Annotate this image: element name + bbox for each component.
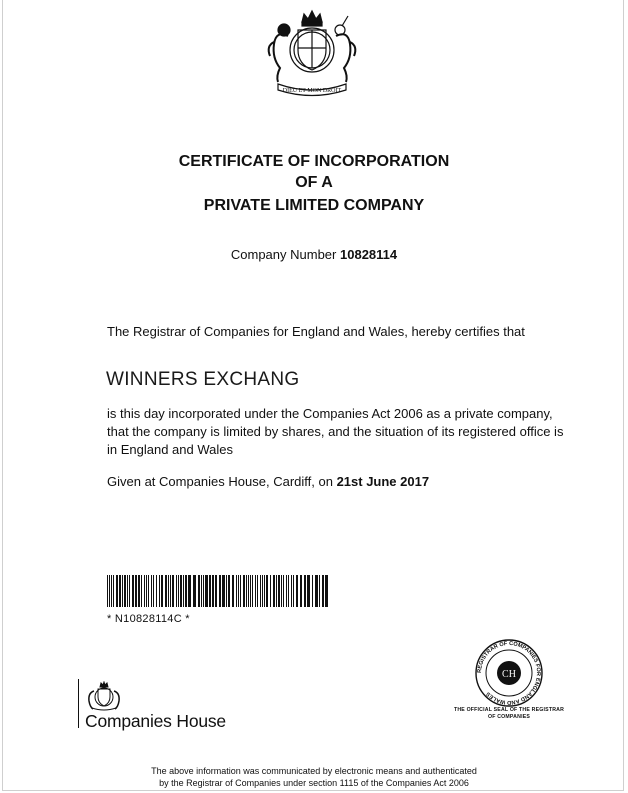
barcode-bar	[144, 575, 145, 607]
barcode-bar	[205, 575, 208, 607]
barcode-bar	[107, 575, 108, 607]
barcode-bar	[262, 575, 263, 607]
barcode-bar	[135, 575, 137, 607]
barcode-bar	[307, 575, 310, 607]
barcode-bar	[250, 575, 251, 607]
certificate-title: OF A	[295, 174, 333, 191]
barcode-bar	[116, 575, 118, 607]
royal-crest-icon	[84, 681, 124, 711]
registrar-statement: The Registrar of Companies for England and Wales, hereby certifies that	[107, 324, 525, 339]
barcode-bar	[243, 575, 245, 607]
barcode-bar	[288, 575, 289, 607]
company-number-label: Company Number	[230, 247, 337, 262]
barcode-bar	[109, 575, 110, 607]
barcode-bar	[264, 575, 265, 607]
barcode-bar	[215, 575, 217, 607]
barcode-bar	[119, 575, 121, 607]
barcode-bar	[219, 575, 221, 607]
barcode-bar	[255, 575, 256, 607]
barcode	[107, 575, 328, 607]
barcode-bar	[276, 575, 277, 607]
barcode-bar	[185, 575, 187, 607]
barcode-bar	[240, 575, 241, 607]
barcode-bar	[124, 575, 126, 607]
barcode-bar	[257, 575, 258, 607]
barcode-bar	[281, 575, 282, 607]
footer-notice	[0, 765, 628, 789]
barcode-bar	[141, 575, 142, 607]
barcode-bar	[304, 575, 306, 607]
barcode-bar	[226, 575, 227, 607]
barcode-bar	[111, 575, 112, 607]
barcode-bar	[198, 575, 200, 607]
barcode-bar	[252, 575, 253, 607]
companies-house-logo-text: Companies House	[85, 711, 226, 731]
barcode-bar	[176, 575, 177, 607]
given-at-statement	[107, 473, 577, 491]
barcode-bar	[129, 575, 130, 607]
barcode-bar	[248, 575, 249, 607]
seal-ring-text: REGISTRAR OF COMPANIES FOR ENGLAND AND WALES	[476, 640, 542, 706]
footer-line: The above information was communicated by electronic means and authenticated	[151, 766, 477, 776]
company-number: 10828114	[340, 247, 398, 262]
royal-crest-icon	[262, 6, 362, 98]
barcode-bar	[148, 575, 149, 607]
barcode-bar	[260, 575, 261, 607]
barcode-bar	[212, 575, 214, 607]
footer-line: by the Registrar of Companies under section 1115 of the Companies Act 2006	[159, 778, 469, 788]
barcode-bar	[161, 575, 163, 607]
barcode-bar	[180, 575, 182, 607]
incorporation-date: 21st June 2017	[336, 474, 430, 489]
barcode-bar	[319, 575, 320, 607]
crest-motto: DIEU ET MON DROIT	[282, 88, 342, 94]
seal-caption: THE OFFICIAL SEAL OF THE REGISTRAR OF COMPANIES	[453, 707, 565, 720]
barcode-bar	[286, 575, 287, 607]
certificate-title: PRIVATE LIMITED COMPANY	[203, 197, 425, 214]
barcode-bar	[325, 575, 328, 607]
barcode-bar	[296, 575, 298, 607]
barcode-bar	[283, 575, 284, 607]
incorporation-statement: is this day incorporated under the Companies Act 2006 as a private company, that the company is limited by shares, and the situation of its registered office is in England and Wales	[107, 406, 564, 457]
barcode-bar	[266, 575, 268, 607]
seal-monogram: CH	[502, 669, 516, 680]
barcode-bar	[178, 575, 179, 607]
barcode-bar	[228, 575, 230, 607]
company-name: WINNERS EXCHANG	[106, 369, 300, 390]
barcode-bar	[132, 575, 134, 607]
barcode-bar	[153, 575, 154, 607]
barcode-bar	[291, 575, 292, 607]
barcode-bar	[232, 575, 234, 607]
logo-divider	[78, 679, 79, 728]
official-seal-icon	[467, 638, 551, 708]
barcode-bar	[270, 575, 271, 607]
barcode-bar	[165, 575, 167, 607]
given-at-text: Given at Companies House, Cardiff, on	[107, 474, 333, 489]
barcode-bar	[156, 575, 157, 607]
barcode-text: * N10828114C *	[107, 613, 190, 625]
barcode-bar	[315, 575, 318, 607]
barcode-bar	[151, 575, 152, 607]
barcode-bar	[201, 575, 202, 607]
barcode-bar	[222, 575, 225, 607]
barcode-bar	[300, 575, 302, 607]
barcode-bar	[127, 575, 128, 607]
barcode-bar	[146, 575, 147, 607]
barcode-bar	[236, 575, 237, 607]
barcode-bar	[168, 575, 169, 607]
barcode-bar	[170, 575, 171, 607]
barcode-bar	[238, 575, 239, 607]
barcode-bar	[293, 575, 294, 607]
company-number-line	[0, 247, 628, 262]
certificate-title: CERTIFICATE OF INCORPORATION	[178, 153, 450, 170]
barcode-bar	[159, 575, 160, 607]
barcode-bar	[193, 575, 196, 607]
barcode-bar	[273, 575, 275, 607]
barcode-bar	[246, 575, 247, 607]
barcode-bar	[113, 575, 114, 607]
barcode-bar	[122, 575, 123, 607]
barcode-bar	[138, 575, 140, 607]
barcode-bar	[183, 575, 184, 607]
barcode-bar	[312, 575, 313, 607]
barcode-bar	[172, 575, 174, 607]
barcode-bar	[203, 575, 204, 607]
barcode-bar	[278, 575, 280, 607]
barcode-bar	[322, 575, 324, 607]
barcode-bar	[188, 575, 191, 607]
barcode-bar	[209, 575, 211, 607]
